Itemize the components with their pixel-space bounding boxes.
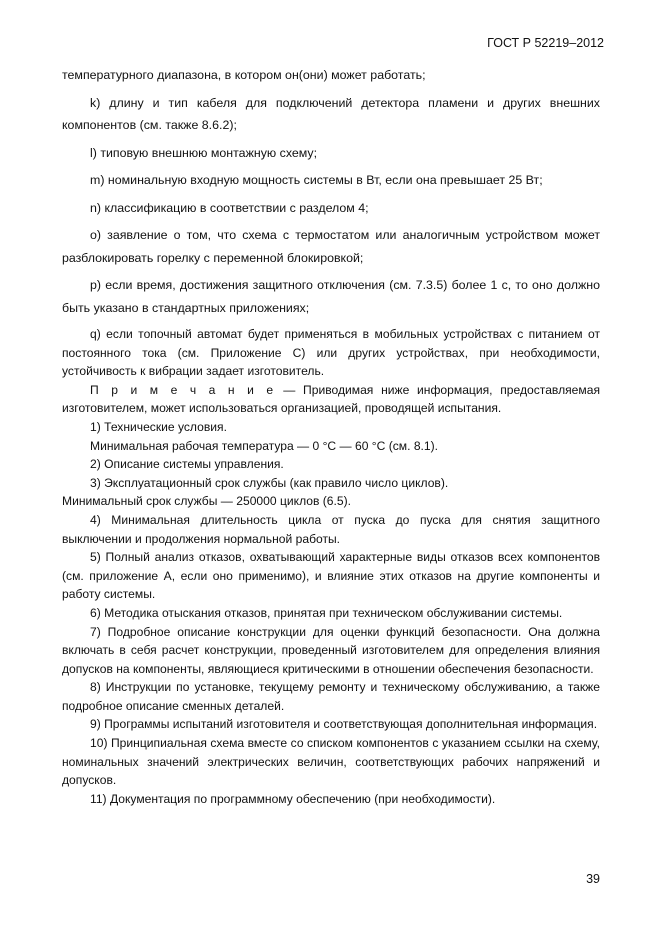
note-item-1-detail: Минимальная рабочая температура — 0 °С — 60 °С (см. 8.1). bbox=[90, 438, 439, 453]
list-item-n: n) классификацию в соответствии с разделом 4; bbox=[90, 200, 369, 215]
note-item-9: 9) Программы испытаний изготовителя и соответствующая дополнительная информация. bbox=[90, 717, 598, 732]
note-item-6: 6) Методика отыскания отказов, принятая при техническом обслуживании системы. bbox=[90, 605, 563, 620]
note-item-3-detail: Минимальный срок службы — 250000 циклов (6.5). bbox=[62, 494, 351, 509]
note-text: — Приводимая ниже информация, предоставляемая изготовителем, может использоваться организацией, проводящей испытания. bbox=[62, 382, 600, 416]
list-item-p: р) если время, достижения защитного отключения (см. 7.3.5) более 1 с, то оно должно быть указано в стандартных приложениях; bbox=[62, 278, 600, 315]
page-number: 39 bbox=[586, 872, 600, 886]
document-code: ГОСТ Р 52219–2012 bbox=[487, 36, 604, 50]
list-item-q: q) если топочный автомат будет применяться в мобильных устройствах с питанием от постоянного тока (см. Приложение С) или других устройствах, при необходимости, устойчивость к вибрации задает изготовитель. bbox=[62, 327, 600, 379]
note-item-11: 11) Документация по программному обеспечению (при необходимости). bbox=[90, 791, 496, 806]
list-item-j-continuation: температурного диапазона, в котором он(они) может работать; bbox=[62, 68, 426, 82]
note-item-7: 7) Подробное описание конструкции для оценки функций безопасности. Она должна включать в себя расчет конструкции, проведенный изготовителем для определения влияния допусков на компоненты, являющиеся критическими в отношении обеспечения безопасности. bbox=[62, 624, 600, 676]
page-body bbox=[62, 64, 600, 808]
list-item-m: m) номинальную входную мощность системы в Вт, если она превышает 25 Вт; bbox=[90, 173, 543, 187]
list-item-l: l) типовую внешнюю монтажную схему; bbox=[90, 145, 318, 160]
note-item-5: 5) Полный анализ отказов, охватывающий характерные виды отказов всех компонентов (см. приложение А, если оно применимо), и влияние этих отказов на другие компоненты и работу системы. bbox=[62, 550, 600, 602]
note-item-10: 10) Принципиальная схема вместе со списком компонентов с указанием ссылки на схему, номинальных значений электрических величин, соответствующих рабочих напряжений и допусков. bbox=[62, 736, 600, 788]
note-item-2: 2) Описание системы управления. bbox=[90, 457, 284, 472]
note-item-4: 4) Минимальная длительность цикла от пуска до пуска для снятия защитного выключении и продолжения нормальной работы. bbox=[62, 512, 600, 546]
list-item-k: k) длину и тип кабеля для подключений детектора пламени и других внешних компонентов (см. также 8.6.2); bbox=[62, 95, 600, 132]
note-item-8: 8) Инструкции по установке, текущему ремонту и техническому обслуживанию, а также подробное описание сменных деталей. bbox=[62, 680, 600, 713]
note-intro bbox=[62, 381, 600, 418]
note-item-1: 1) Технические условия. bbox=[90, 419, 227, 434]
list-item-o: о) заявление о том, что схема с термостатом или аналогичным устройством может разблокировать горелку с переменной блокировкой; bbox=[62, 228, 600, 265]
note-item-3: 3) Эксплуатационный срок службы (как правило число циклов). bbox=[90, 475, 449, 490]
note-label: П р и м е ч а н и е bbox=[90, 382, 276, 397]
